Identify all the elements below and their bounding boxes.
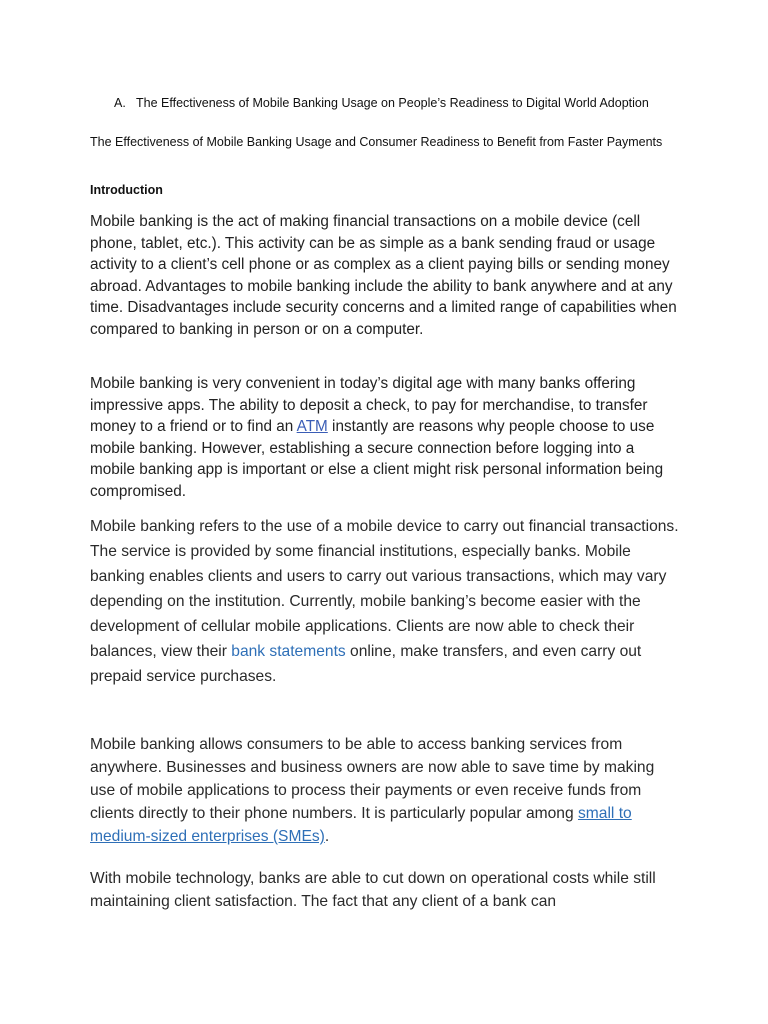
paragraph-2 — [90, 373, 680, 503]
paragraph-3-text-after: online, make transfers, and even carry out prepaid service purchases. — [90, 643, 642, 685]
paragraph-4-text-after: . — [324, 828, 330, 845]
paragraph-1: Mobile banking is the act of making financial transactions on a mobile device (cell phone, tablet, etc.). This activity can be as simple as a bank sending fraud or usage activity to a client’s cell phone or as complex as a client paying bills or sending money abroad. Advantages to mobile banking include the ability to bank anywhere and at any time. Disadvantages include security concerns and a limited range of capabilities when compared to banking in person or on a computer. — [90, 213, 677, 338]
atm-link[interactable]: ATM — [296, 418, 328, 436]
smes-link[interactable]: small to medium-sized enterprises (SMEs) — [90, 805, 632, 845]
paragraph-4-text-before: Mobile banking allows consumers to be able to access banking services from anywhere. Businesses and business owners are now able to save time by making use of mobile applications to process their payments or even receive funds from clients directly to their phone numbers. It is particularly popular among — [90, 736, 655, 822]
paragraph-2-text-before: Mobile banking is very convenient in today’s digital age with many banks offering impressive apps. The ability to deposit a check, to pay for merchandise, to transfer money to a friend or to find an — [90, 375, 648, 436]
paragraph-2-text-after: instantly are reasons why people choose to use mobile banking. However, establishing a secure connection before logging into a mobile banking app is important or else a client might risk personal information being compromised. — [90, 418, 664, 500]
section-heading-text: The Effectiveness of Mobile Banking Usage on People’s Readiness to Digital World Adoption — [136, 96, 649, 110]
list-marker: A. — [114, 96, 126, 110]
paragraph-4 — [90, 733, 680, 848]
document-subtitle: The Effectiveness of Mobile Banking Usage and Consumer Readiness to Benefit from Faster Payments — [90, 135, 663, 149]
section-heading-a — [114, 94, 678, 112]
introduction-heading: Introduction — [90, 183, 163, 197]
bank-statements-link[interactable]: bank statements — [231, 643, 346, 660]
paragraph-3 — [90, 514, 688, 689]
paragraph-3-text-before: Mobile banking refers to the use of a mobile device to carry out financial transactions. The service is provided by some financial institutions, especially banks. Mobile banking enables clients and users to carry out various transactions, which may vary depending on the institution. Currently, mobile banking’s become easier with the development of cellular mobile applications. Clients are now able to check their balances, view their — [90, 518, 679, 660]
paragraph-5: With mobile technology, banks are able to cut down on operational costs while still maintaining client satisfaction. The fact that any client of a bank can — [90, 870, 656, 910]
